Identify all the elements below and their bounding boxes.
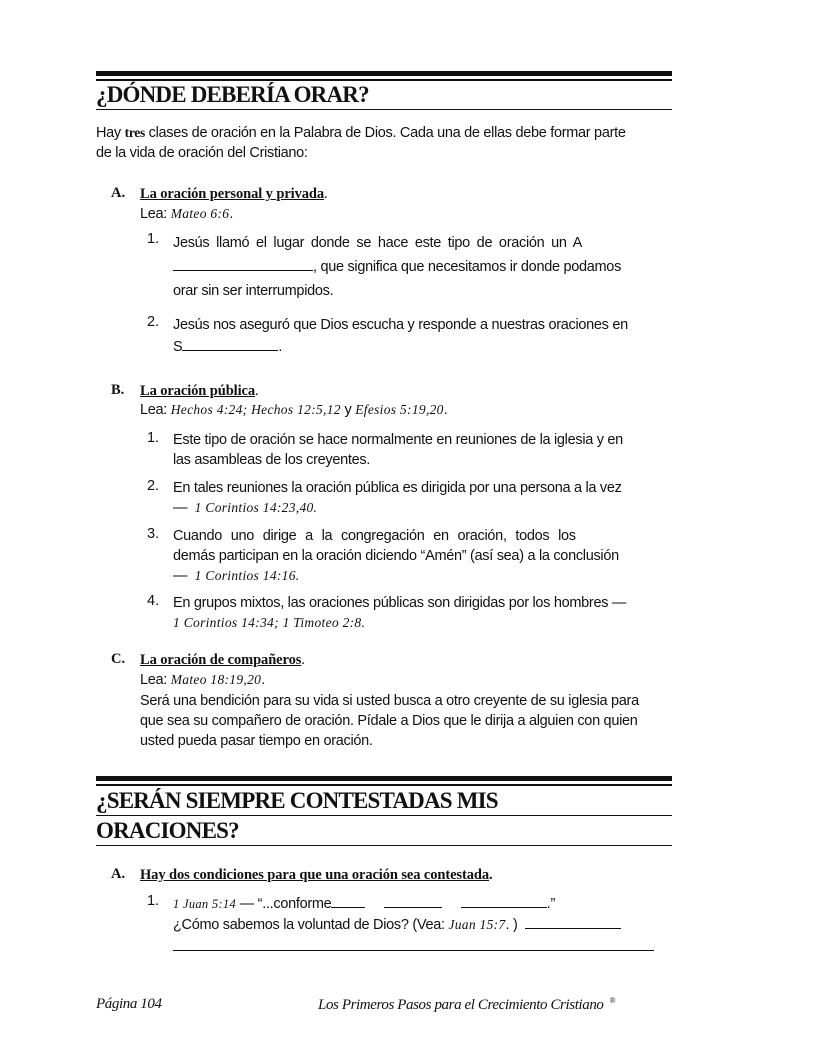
lea-label: Lea:	[140, 402, 171, 418]
section-title: ORACIONES?	[96, 816, 672, 846]
item-text: Cuando uno dirige a la congregación en oración, todos los	[173, 528, 576, 544]
intro-text: de la vida de oración del Cristiano:	[96, 145, 308, 161]
item-number: 4.	[147, 593, 160, 609]
item-2a1	[173, 893, 673, 935]
body-text: que sea su compañero de oración. Pídale a Dios que le dirija a alguien con quien	[140, 713, 638, 729]
lea-label: Lea:	[140, 672, 171, 688]
scripture-ref: Mateo 18:19,20	[170, 672, 262, 687]
item-b1	[173, 430, 673, 470]
item-text: las asambleas de los creyentes.	[173, 452, 371, 468]
item-text: — “...conforme	[236, 896, 332, 912]
section-letter-a: A.	[111, 185, 126, 201]
intro-text: clases de oración en la Palabra de Dios. Cada una de ellas debe formar parte	[144, 125, 626, 141]
item-text: demás participan en la oración diciendo “Amén” (así sea) a la conclusión	[173, 548, 619, 564]
fill-in-blank[interactable]	[331, 893, 365, 908]
item-text: , que significa que necesitamos ir donde podamos	[313, 259, 622, 275]
section-letter-a: A.	[111, 866, 126, 882]
scripture-ref: Juan 15:7	[448, 917, 506, 932]
scripture-ref: Hechos 4:24; Hechos 12:5,12	[170, 402, 341, 417]
intro-emphasis: tres	[124, 125, 145, 140]
section-a-lea: Lea: Mateo 6:6.	[140, 206, 234, 222]
item-text: .	[278, 339, 283, 355]
fill-in-blank[interactable]	[525, 914, 621, 929]
section-heading-donde	[96, 80, 672, 110]
item-text: En tales reuniones la oración pública es dirigida por una persona a la vez	[173, 480, 622, 496]
item-text: Jesús llamó el lugar donde se hace este tipo de oración un A	[173, 235, 582, 251]
fill-in-blank[interactable]	[173, 256, 313, 271]
body-text: Será una bendición para su vida si usted busca a otro creyente de su iglesia para	[140, 693, 639, 709]
item-number: 2.	[147, 314, 160, 330]
section-c-title: La oración de compañeros.	[140, 652, 305, 668]
section-letter-b: B.	[111, 382, 125, 398]
section-title-text: Hay dos condiciones para que una oración sea contestada	[140, 867, 489, 883]
lea-label: Lea:	[140, 206, 171, 222]
item-b4	[173, 593, 673, 633]
fill-in-blank[interactable]	[384, 893, 442, 908]
item-a1	[173, 231, 663, 303]
dash: —	[173, 568, 188, 584]
intro-paragraph	[96, 123, 676, 163]
section-a-title: La oración personal y privada.	[140, 186, 328, 202]
heading-rule-top	[96, 776, 672, 781]
item-a2	[173, 314, 663, 358]
item-text: . )	[505, 917, 518, 933]
section-c-body	[140, 691, 680, 751]
intro-text: Hay	[96, 125, 125, 141]
item-b3	[173, 526, 673, 586]
item-number: 1.	[147, 430, 160, 446]
item-number: 3.	[147, 526, 160, 542]
section-b-lea: Lea: Hechos 4:24; Hechos 12:5,12 y Efesios 5:19,20.	[140, 402, 448, 418]
item-b2	[173, 478, 673, 518]
footer-page-number: Página 104	[96, 996, 162, 1012]
section2-a-title: Hay dos condiciones para que una oración sea contestada.	[140, 867, 493, 883]
section-letter-c: C.	[111, 651, 126, 667]
section-title-text: La oración pública	[140, 383, 256, 399]
registered-mark: ®	[609, 996, 616, 1005]
heading-rule-top	[96, 71, 672, 76]
item-text: S	[173, 339, 183, 355]
section-b-title: La oración pública.	[140, 383, 259, 399]
item-text: Jesús nos aseguró que Dios escucha y responde a nuestras oraciones en	[173, 317, 628, 333]
scripture-ref: 1 Corintios 14:34; 1 Timoteo 2:8.	[173, 615, 366, 630]
item-number: 1.	[147, 231, 160, 247]
body-text: usted pueda pasar tiempo en oración.	[140, 733, 373, 749]
section-c-lea: Lea: Mateo 18:19,20.	[140, 672, 265, 688]
item-text: ¿Cómo sabemos la voluntad de Dios? (Vea:	[173, 917, 449, 933]
section-title: ¿SERÁN SIEMPRE CONTESTADAS MIS	[96, 786, 672, 816]
scripture-ref: 1 Juan 5:14	[173, 897, 237, 911]
item-text: En grupos mixtos, las oraciones públicas son dirigidas por los hombres —	[173, 595, 627, 611]
footer-book-title	[318, 996, 615, 1014]
dash: —	[173, 500, 188, 516]
item-number: 2.	[147, 478, 160, 494]
item-text: orar sin ser interrumpidos.	[173, 283, 334, 299]
item-text: Este tipo de oración se hace normalmente en reuniones de la iglesia y en	[173, 432, 623, 448]
scripture-ref: 1 Corintios 14:16.	[194, 568, 300, 583]
fill-in-blank[interactable]	[182, 336, 278, 351]
scripture-ref: 1 Corintios 14:23,40.	[194, 500, 318, 515]
item-number: 1.	[147, 893, 160, 909]
fill-in-blank[interactable]	[461, 893, 547, 908]
section-title: ¿DÓNDE DEBERÍA ORAR?	[96, 80, 672, 110]
conjunction: y	[340, 402, 356, 418]
scripture-ref: Mateo 6:6	[170, 206, 230, 221]
answer-line[interactable]	[173, 950, 654, 951]
item-text: .”	[546, 896, 556, 912]
section-title-text: La oración personal y privada	[140, 186, 325, 202]
scripture-ref: Efesios 5:19,20	[355, 402, 444, 417]
book-title: Los Primeros Pasos para el Crecimiento Cristiano	[318, 997, 604, 1013]
section-heading-contestadas	[96, 786, 672, 846]
section-title-text: La oración de compañeros	[140, 652, 302, 668]
